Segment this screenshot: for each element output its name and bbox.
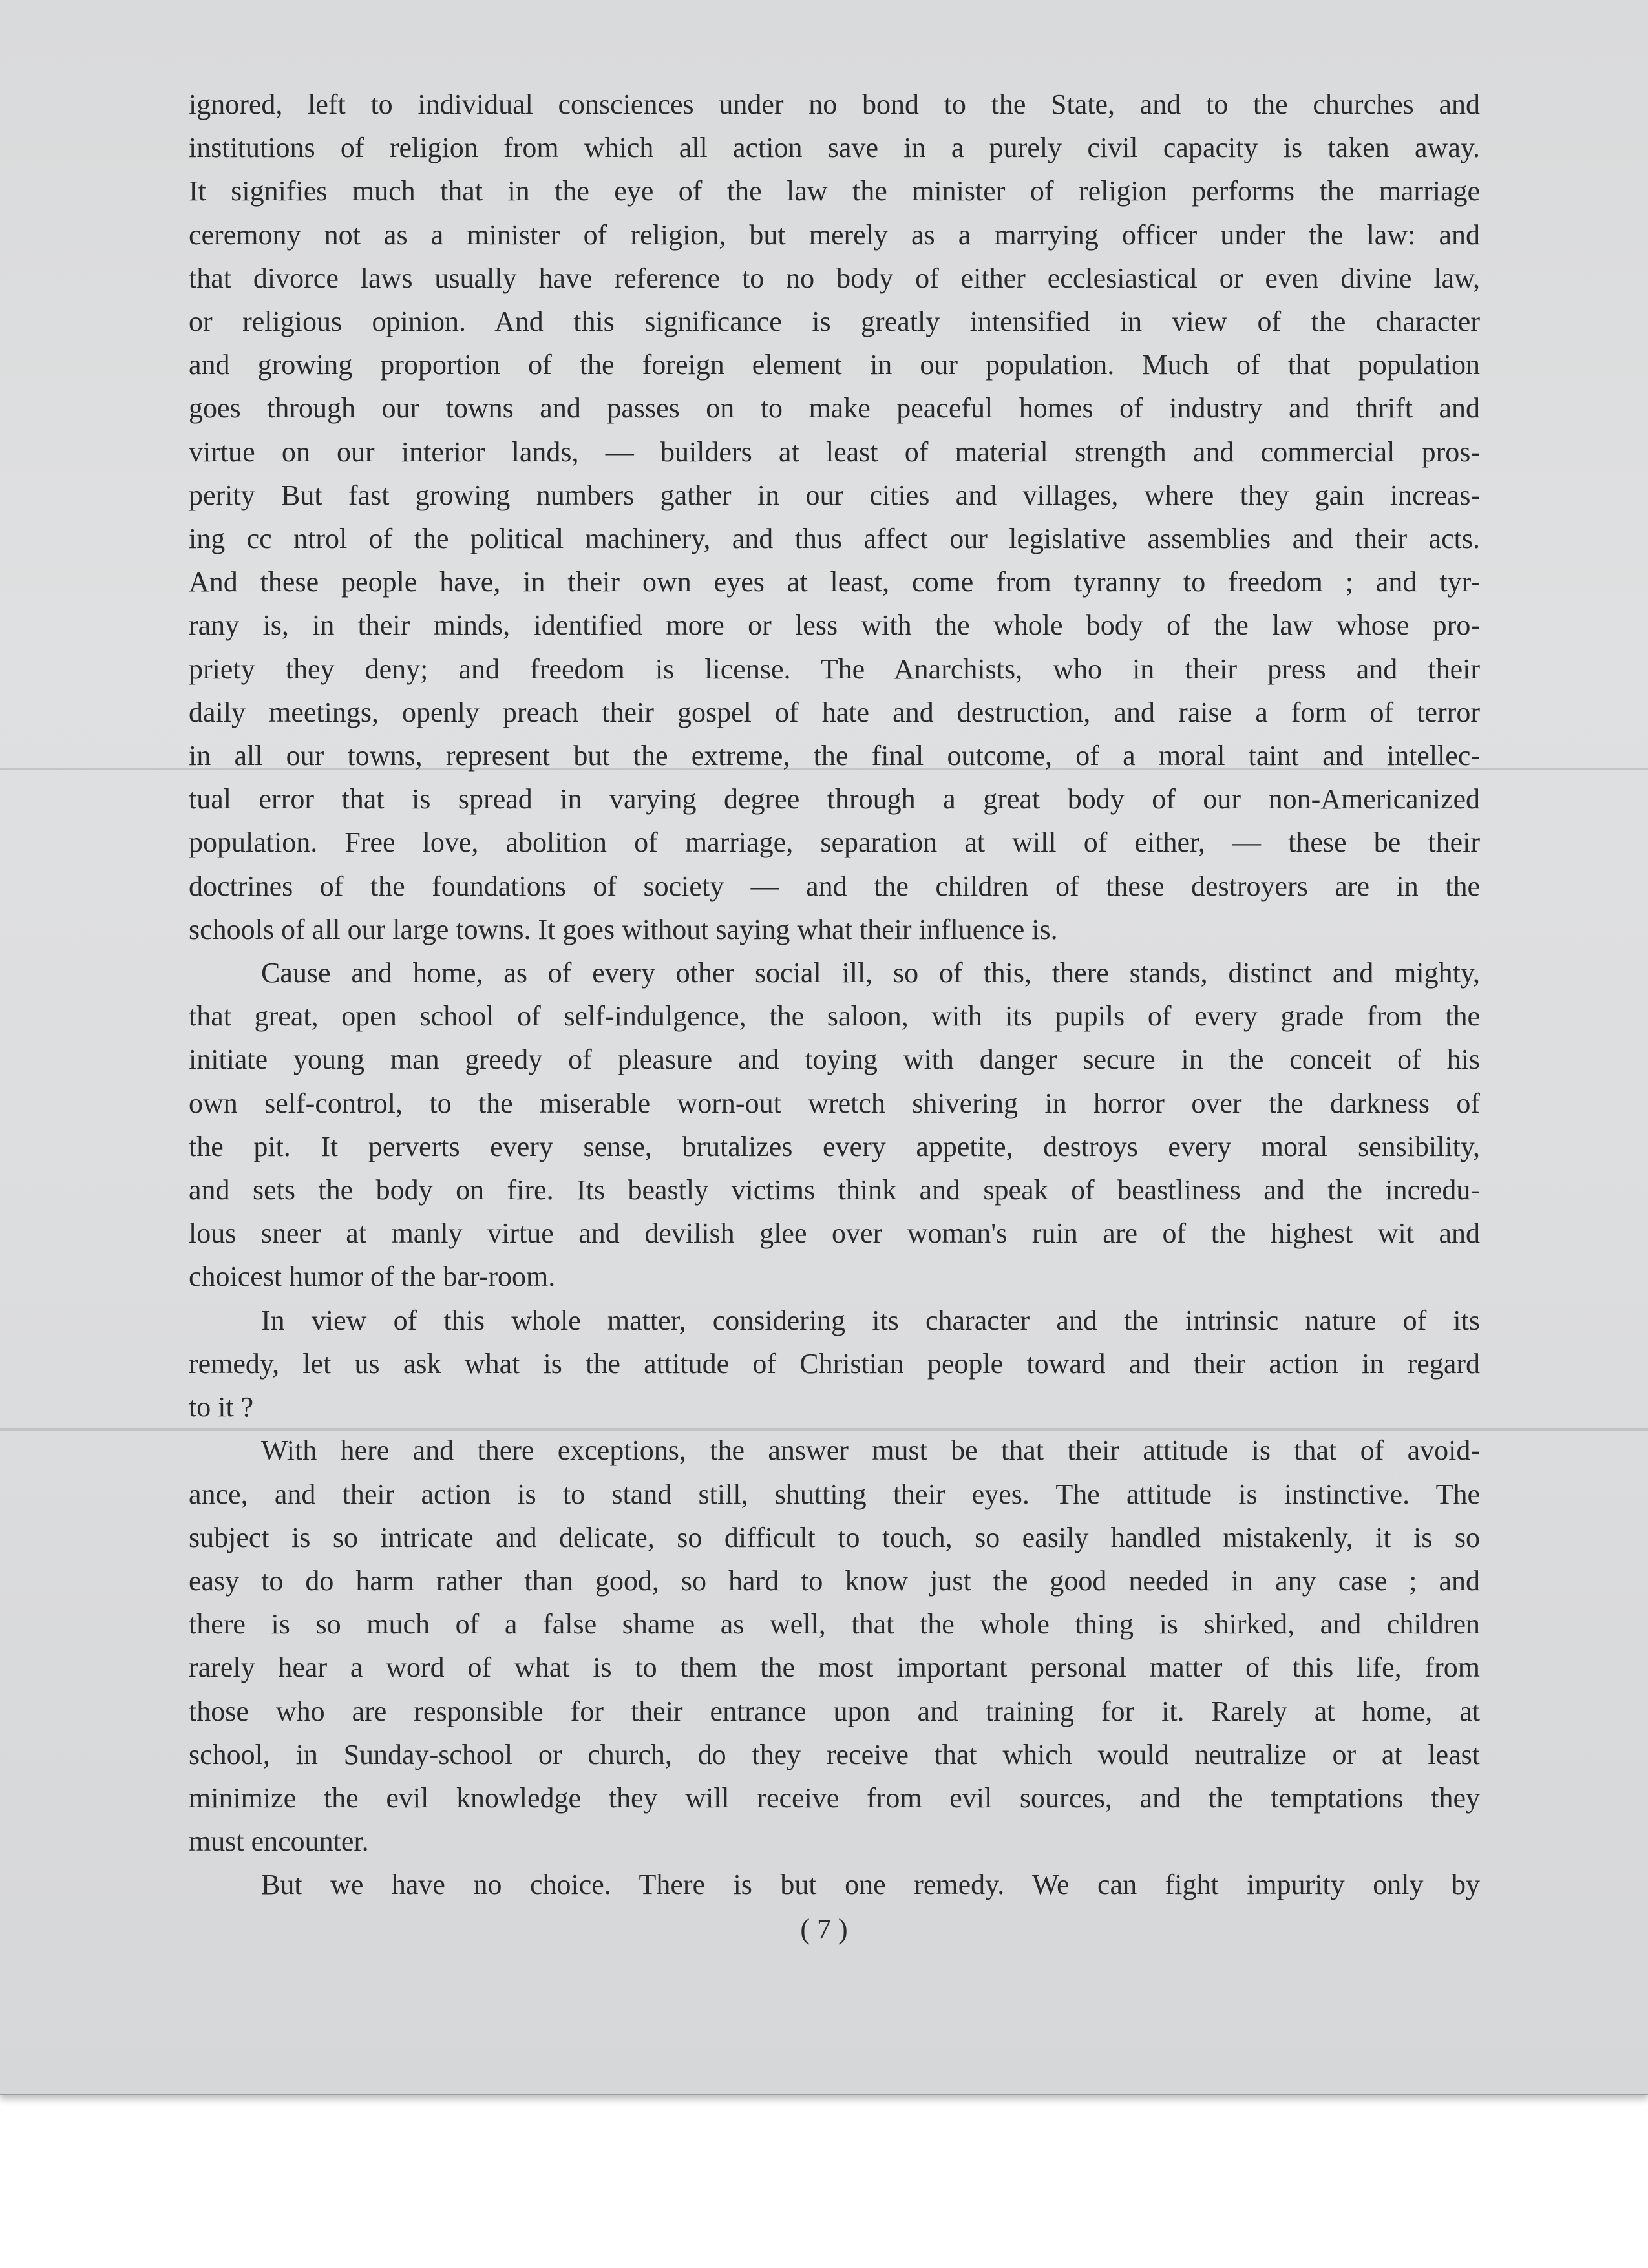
text-line: ance, and their action is to stand still, shutting their eyes. The attitude is instinctive. The bbox=[189, 1478, 1480, 1510]
text-line: subject is so intricate and delicate, so difficult to touch, so easily handled mistakenly, it is so bbox=[189, 1521, 1480, 1553]
text-line: choicest humor of the bar-room. bbox=[189, 1261, 556, 1293]
text-line: that great, open school of self-indulgence, the saloon, with its pupils of every grade from the bbox=[189, 1000, 1480, 1033]
text-line: It signifies much that in the eye of the law the minister of religion performs the marriage bbox=[189, 175, 1480, 207]
text-line: to it ? bbox=[189, 1391, 254, 1423]
text-line: or religious opinion. And this significance is greatly intensified in view of the character bbox=[189, 306, 1480, 338]
text-line: But we have no choice. There is but one remedy. We can fight impurity only by bbox=[261, 1869, 1480, 1901]
text-line: With here and there exceptions, the answer must be that their attitude is that of avoid- bbox=[261, 1434, 1480, 1467]
text-line: the pit. It perverts every sense, brutalizes every appetite, destroys every moral sensibility, bbox=[189, 1130, 1480, 1162]
text-line: ceremony not as a minister of religion, but merely as a marrying officer under the law: and bbox=[189, 218, 1480, 251]
text-line: and sets the body on fire. Its beastly victims think and speak of beastliness and the incredu- bbox=[189, 1174, 1480, 1206]
text-line: And these people have, in their own eyes at least, come from tyranny to freedom ; and tyr- bbox=[189, 566, 1480, 598]
text-line: easy to do harm rather than good, so hard to know just the good needed in any case ; and bbox=[189, 1564, 1480, 1597]
body-text bbox=[189, 83, 1480, 1907]
text-line: initiate young man greedy of pleasure and toying with danger secure in the conceit of his bbox=[189, 1044, 1480, 1076]
text-line: priety they deny; and freedom is license. The Anarchists, who in their press and their bbox=[189, 653, 1480, 685]
text-line: in all our towns, represent but the extreme, the final outcome, of a moral taint and intellec- bbox=[189, 740, 1480, 772]
text-line: institutions of religion from which all action save in a purely civil capacity is taken away. bbox=[189, 132, 1480, 164]
text-line: population. Free love, abolition of marriage, separation at will of either, — these be their bbox=[189, 826, 1480, 859]
text-line: tual error that is spread in varying degree through a great body of our non-Americanized bbox=[189, 783, 1480, 815]
text-line: rarely hear a word of what is to them the most important personal matter of this life, from bbox=[189, 1652, 1480, 1684]
text-line: minimize the evil knowledge they will receive from evil sources, and the temptations they bbox=[189, 1781, 1480, 1814]
text-line: remedy, let us ask what is the attitude of Christian people toward and their action in regard bbox=[189, 1347, 1480, 1380]
text-line: and growing proportion of the foreign element in our population. Much of that population bbox=[189, 349, 1480, 381]
text-line: perity But fast growing numbers gather in our cities and villages, where they gain increas- bbox=[189, 479, 1480, 511]
page-number: ( 7 ) bbox=[800, 1913, 848, 1945]
text-line: own self-control, to the miserable worn-out wretch shivering in horror over the darkness of bbox=[189, 1087, 1480, 1119]
text-line: must encounter. bbox=[189, 1825, 369, 1858]
text-line: Cause and home, as of every other social ill, so of this, there stands, distinct and mighty, bbox=[261, 957, 1480, 989]
text-line: In view of this whole matter, considering its character and the intrinsic nature of its bbox=[261, 1304, 1480, 1336]
text-line: goes through our towns and passes on to make peaceful homes of industry and thrift and bbox=[189, 392, 1480, 425]
text-line: schools of all our large towns. It goes without saying what their influence is. bbox=[189, 913, 1058, 945]
text-line: there is so much of a false shame as well, that the whole thing is shirked, and children bbox=[189, 1608, 1480, 1641]
text-line: lous sneer at manly virtue and devilish glee over woman's ruin are of the highest wit and bbox=[189, 1217, 1480, 1250]
text-line: rany is, in their minds, identified more or less with the whole body of the law whose pro- bbox=[189, 609, 1480, 642]
text-line: daily meetings, openly preach their gospel of hate and destruction, and raise a form of terror bbox=[189, 696, 1480, 728]
text-line: ing cc ntrol of the political machinery, and thus affect our legislative assemblies and their acts. bbox=[189, 523, 1480, 555]
text-line: that divorce laws usually have reference to no body of either ecclesiastical or even divine law, bbox=[189, 262, 1480, 294]
text-line: doctrines of the foundations of society — and the children of these destroyers are in the bbox=[189, 870, 1480, 902]
text-line: school, in Sunday-school or church, do they receive that which would neutralize or at least bbox=[189, 1738, 1480, 1770]
text-line: those who are responsible for their entrance upon and training for it. Rarely at home, at bbox=[189, 1695, 1480, 1727]
text-line: virtue on our interior lands, — builders at least of material strength and commercial pros- bbox=[189, 436, 1480, 468]
text-line: ignored, left to individual consciences under no bond to the State, and to the churches and bbox=[189, 89, 1480, 120]
